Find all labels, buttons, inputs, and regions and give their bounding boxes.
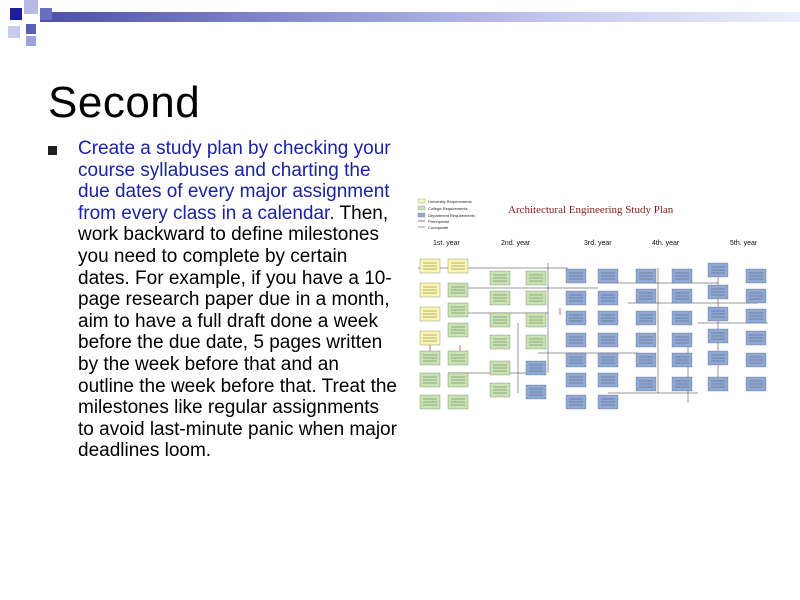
bullet-link-text[interactable]: Create a study plan by checking your course syllabuses and charting the due dates of every major assignment from every class in a calendar. xyxy=(78,138,391,224)
legend-university: University Requirements xyxy=(428,199,472,204)
deco-square xyxy=(10,8,22,20)
header-rule xyxy=(40,12,800,22)
deco-square xyxy=(24,0,38,14)
legend-college: College Requirements xyxy=(428,206,468,211)
bullet-square-icon xyxy=(48,146,57,155)
bullet-body-text: Then, work backward to define milestones you need to complete by certain dates. For example, if you have a 10-page research paper due in a month, aim to have a full draft done a week before the due date, 5 pages written by the week before that and an outline the week before that. Treat the milestones like regular assignments to avoid last-minute panic when major deadlines loom. xyxy=(78,202,397,462)
legend-coreq: Corequisite xyxy=(428,225,449,230)
year-label: 2nd. year xyxy=(501,240,531,247)
study-plan-figure xyxy=(398,193,778,423)
year-label: 4th. year xyxy=(652,240,680,247)
year-label: 3rd. year xyxy=(584,240,612,247)
deco-square xyxy=(40,8,52,20)
figure-title: Architectural Engineering Study Plan xyxy=(508,204,674,216)
figure-legend xyxy=(418,199,475,230)
bullet-text xyxy=(78,138,398,462)
legend-department: Department Requirements xyxy=(428,213,475,218)
deco-square xyxy=(8,26,20,38)
deco-square xyxy=(26,36,36,46)
year-label: 5th. year xyxy=(730,240,758,247)
year-label: 1st. year xyxy=(433,240,460,247)
flowchart-courses xyxy=(420,259,766,409)
legend-prereq: Prerequisite xyxy=(428,219,450,224)
header-decoration xyxy=(0,0,800,50)
slide-title: Second xyxy=(48,78,201,127)
deco-square xyxy=(26,24,36,34)
